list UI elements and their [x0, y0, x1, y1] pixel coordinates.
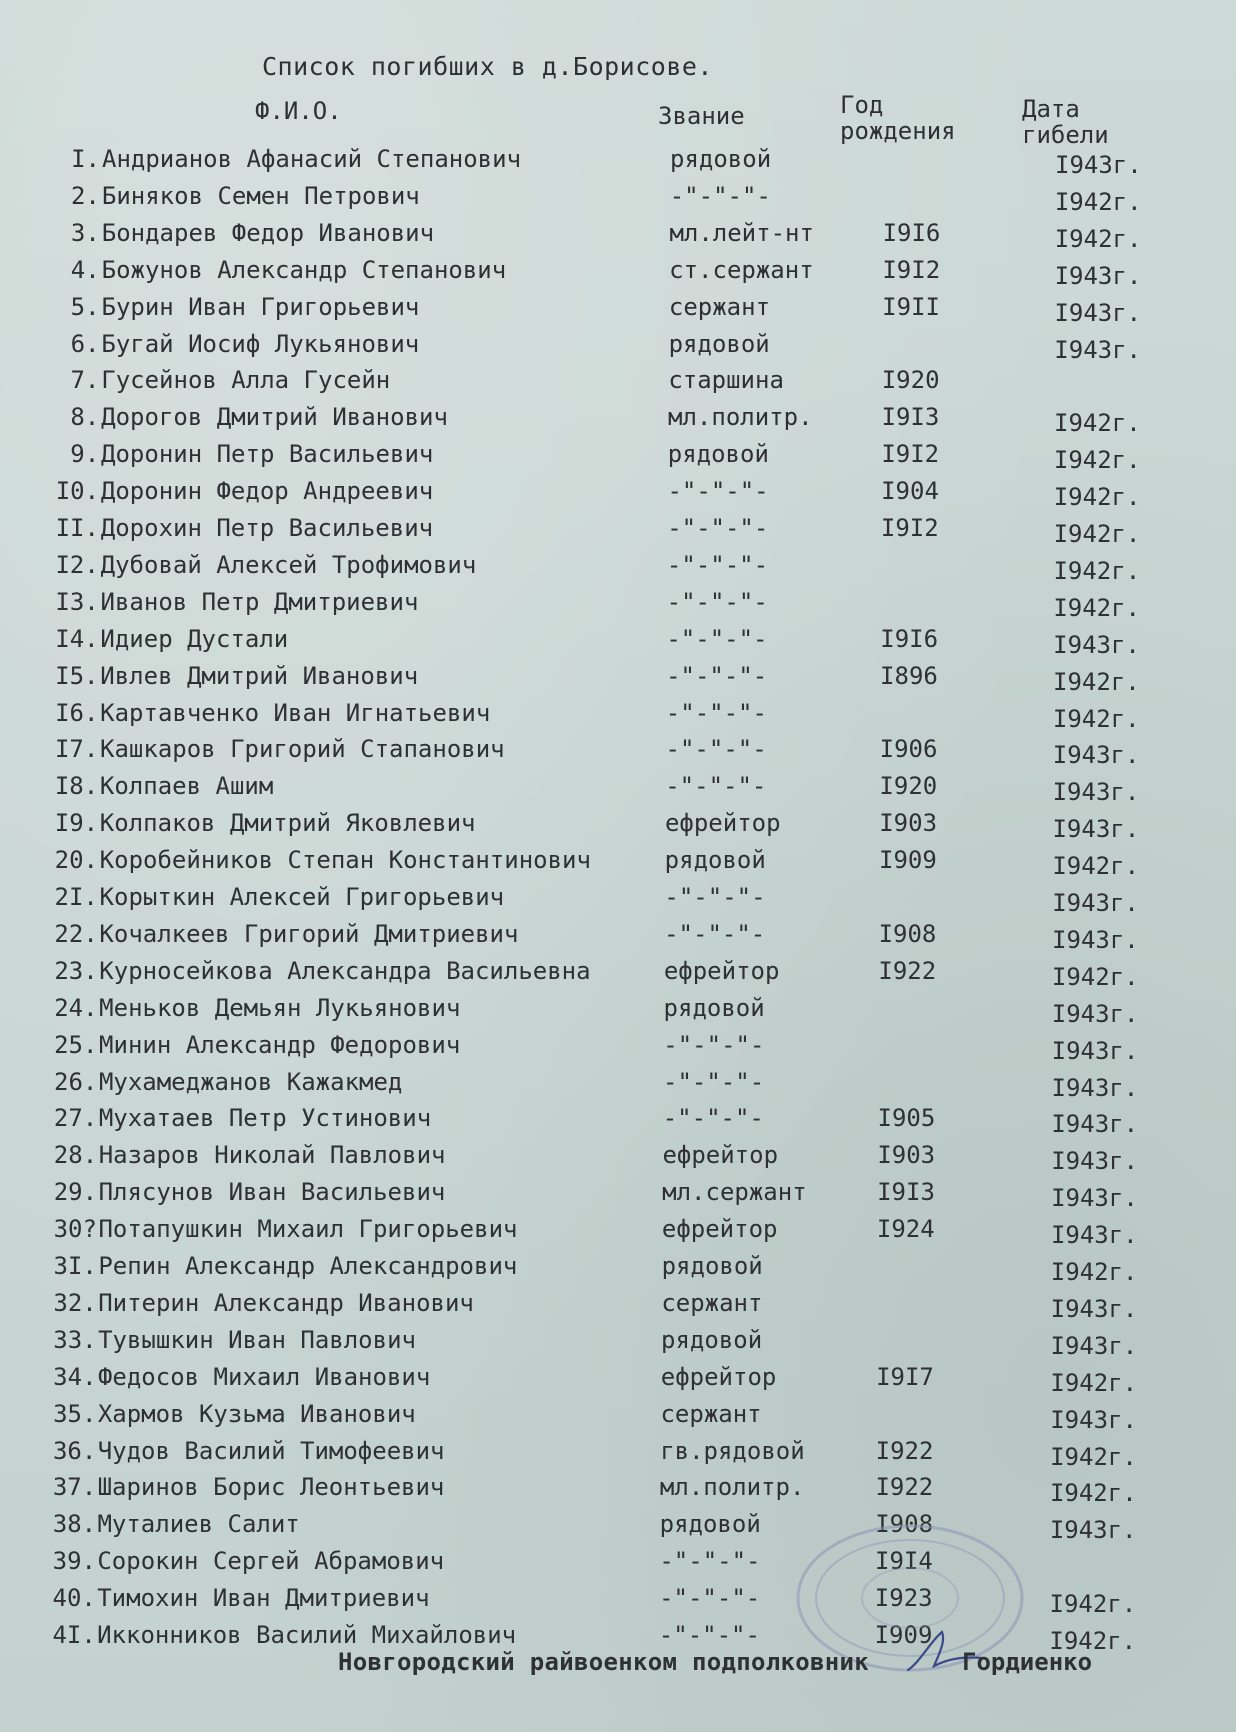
- table-row: [0, 1326, 1236, 1362]
- row-death-date: I942г.: [1050, 1368, 1138, 1397]
- table-row: [0, 440, 1236, 476]
- row-birth-year: I923: [874, 1584, 933, 1613]
- row-number: 2.: [70, 181, 100, 210]
- table-row: [0, 994, 1236, 1030]
- row-rank: -"-"-"-: [663, 1030, 765, 1059]
- row-name: Бугай Иосиф Лукьянович: [101, 329, 420, 358]
- table-row: [0, 1400, 1236, 1436]
- row-name: Плясунов Иван Васильевич: [98, 1178, 446, 1207]
- row-number: I8.: [54, 772, 99, 801]
- row-rank: сержант: [660, 1399, 762, 1428]
- row-name: Меньков Демьян Лукьянович: [99, 993, 461, 1022]
- row-number: 37.: [52, 1473, 97, 1502]
- row-rank: -"-"-"-: [658, 1621, 760, 1649]
- row-birth-year: I9I6: [880, 624, 939, 653]
- row-name: Корыткин Алексей Григорьевич: [99, 883, 505, 911]
- row-death-date: I943г.: [1051, 1110, 1139, 1139]
- row-rank: -"-"-"-: [662, 1104, 764, 1133]
- row-name: Минин Александр Федорович: [99, 1030, 461, 1059]
- row-number: I.: [71, 145, 100, 173]
- row-name: Дорогов Дмитрий Иванович: [101, 403, 448, 432]
- row-name: Бурин Иван Григорьевич: [101, 292, 420, 321]
- row-name: Муталиев Салит: [97, 1510, 300, 1539]
- row-birth-year: I903: [877, 1141, 936, 1170]
- table-row: [0, 293, 1236, 329]
- row-rank: -"-"-"-: [664, 883, 766, 911]
- row-rank: ст.сержант: [669, 255, 814, 284]
- row-number: 40.: [52, 1584, 96, 1613]
- row-birth-year: I9I3: [881, 403, 940, 432]
- row-number: I6.: [55, 698, 99, 727]
- row-name: Кочалкеев Григорий Дмитриевич: [99, 919, 519, 948]
- row-death-date: I942г.: [1050, 1258, 1138, 1286]
- row-death-date: I942г.: [1049, 1590, 1137, 1619]
- row-rank: рядовой: [668, 329, 770, 358]
- row-rank: ефрейтор: [660, 1362, 777, 1391]
- row-rank: ефрейтор: [663, 956, 780, 985]
- row-rank: ефрейтор: [661, 1215, 778, 1244]
- row-death-date: I943г.: [1051, 1147, 1138, 1176]
- row-name: Тимохин Иван Дмитриевич: [97, 1584, 430, 1613]
- table-row: [0, 551, 1236, 587]
- row-death-date: I943г.: [1052, 889, 1139, 917]
- row-death-date: I942г.: [1054, 409, 1141, 438]
- row-rank: -"-"-"-: [665, 698, 767, 727]
- row-birth-year: I908: [878, 919, 937, 948]
- row-number: 38.: [52, 1510, 97, 1539]
- row-name: Дубовай Алексей Трофимович: [100, 550, 477, 579]
- row-death-date: I943г.: [1054, 335, 1141, 364]
- row-death-date: I943г.: [1050, 1405, 1137, 1434]
- row-birth-year: I9I3: [877, 1178, 935, 1207]
- row-death-date: I943г.: [1051, 999, 1139, 1028]
- row-rank: мл.лейт-нт: [669, 218, 814, 247]
- row-number: 36.: [52, 1436, 97, 1465]
- row-name: Божунов Александр Степанович: [101, 255, 507, 284]
- row-birth-year: I909: [874, 1621, 933, 1649]
- table-row: [0, 699, 1236, 735]
- table-row: [0, 1363, 1236, 1399]
- row-name: Доронин Федор Андреевич: [100, 477, 434, 506]
- row-name: Хармов Кузьма Иванович: [97, 1399, 416, 1428]
- table-row: [0, 735, 1236, 771]
- row-number: 27.: [53, 1104, 98, 1133]
- row-death-date: I942г.: [1049, 1479, 1137, 1508]
- row-name: Кашкаров Григорий Стапанович: [100, 735, 505, 764]
- footer-signatory-name: Гордиенко: [962, 1648, 1093, 1676]
- table-row: [0, 1178, 1236, 1214]
- row-name: Репин Александр Александрович: [98, 1252, 518, 1280]
- row-number: 29.: [53, 1178, 98, 1207]
- row-number: I4.: [55, 624, 99, 653]
- row-rank: -"-"-"-: [663, 1067, 765, 1096]
- table-row: [0, 1252, 1236, 1288]
- row-name: Потапушкин Михаил Григорьевич: [98, 1215, 518, 1244]
- row-rank: рядовой: [664, 846, 766, 875]
- row-death-date: I942г.: [1050, 1442, 1137, 1471]
- row-name: Питерин Александр Иванович: [98, 1288, 474, 1317]
- row-death-date: I943г.: [1050, 1294, 1138, 1323]
- row-rank: рядовой: [661, 1252, 763, 1280]
- row-death-date: I943г.: [1052, 741, 1140, 770]
- row-death-date: I943г.: [1051, 1036, 1139, 1065]
- row-rank: -"-"-"-: [666, 587, 768, 616]
- row-rank: рядовой: [663, 993, 765, 1022]
- row-death-date: I942г.: [1052, 704, 1140, 733]
- row-rank: ефрейтор: [662, 1141, 779, 1170]
- row-birth-year: I9II: [882, 292, 940, 321]
- table-row: [0, 883, 1236, 919]
- row-death-date: I942г.: [1053, 556, 1141, 585]
- row-name: Дорохин Петр Васильевич: [100, 514, 434, 542]
- row-number: 9.: [70, 440, 100, 469]
- row-number: 20.: [54, 846, 98, 875]
- row-rank: рядовой: [670, 145, 772, 173]
- row-birth-year: I920: [879, 772, 938, 801]
- table-row: [0, 1141, 1236, 1177]
- row-number: I2.: [55, 550, 99, 579]
- row-number: 33.: [53, 1325, 97, 1354]
- row-rank: рядовой: [661, 1325, 763, 1354]
- row-death-date: I942г.: [1052, 852, 1140, 881]
- table-row: [0, 1510, 1236, 1546]
- table-row: [0, 182, 1236, 218]
- row-number: 4.: [70, 255, 100, 284]
- row-number: 7.: [70, 366, 100, 395]
- row-death-date: I943г.: [1051, 1073, 1139, 1102]
- table-row: [0, 588, 1236, 624]
- row-death-date: I943г.: [1051, 1184, 1138, 1213]
- row-birth-year: I896: [880, 661, 938, 690]
- row-rank: старшина: [668, 366, 784, 395]
- row-rank: -"-"-"-: [666, 550, 769, 579]
- row-number: I9.: [54, 809, 99, 838]
- row-death-date: I942г.: [1054, 187, 1142, 216]
- row-rank: -"-"-"-: [666, 624, 768, 653]
- column-header-death-date: Дата гибели: [1022, 95, 1109, 149]
- table-row: [0, 403, 1236, 439]
- row-name: Биняков Семен Петрович: [101, 181, 420, 210]
- row-rank: -"-"-"-: [664, 919, 766, 948]
- row-death-date: I942г.: [1051, 962, 1139, 991]
- row-number: 2I.: [54, 883, 98, 911]
- row-death-date: I942г.: [1049, 1627, 1137, 1655]
- table-row: [0, 145, 1236, 181]
- row-death-date: I943г.: [1050, 1221, 1138, 1250]
- row-number: II.: [55, 514, 99, 542]
- row-death-date: I943г.: [1052, 815, 1140, 844]
- document-title: Список погибших в д.Борисове.: [262, 52, 713, 81]
- row-name: Андрианов Афанасий Степанович: [102, 145, 522, 173]
- row-number: 34.: [53, 1362, 97, 1391]
- row-rank: -"-"-"-: [666, 661, 768, 690]
- row-rank: -"-"-"-: [669, 181, 771, 210]
- row-rank: рядовой: [659, 1510, 761, 1539]
- table-row: [0, 1547, 1236, 1583]
- table-row: [0, 1068, 1236, 1104]
- column-header-rank: Звание: [658, 102, 745, 130]
- row-birth-year: I9I4: [875, 1547, 933, 1576]
- row-name: Мухатаев Петр Устинович: [98, 1104, 432, 1133]
- row-rank: гв.рядовой: [660, 1436, 805, 1465]
- row-birth-year: I924: [876, 1215, 935, 1244]
- row-rank: -"-"-"-: [659, 1584, 761, 1613]
- row-number: I5.: [55, 661, 99, 690]
- row-number: 5.: [70, 292, 100, 321]
- row-death-date: I943г.: [1052, 925, 1139, 954]
- row-rank: сержант: [661, 1288, 763, 1317]
- row-birth-year: I922: [878, 956, 937, 985]
- row-name: Тувышкин Иван Павлович: [98, 1325, 416, 1354]
- table-row: [0, 662, 1236, 698]
- row-name: Идиер Дустали: [100, 624, 289, 653]
- row-death-date: I943г.: [1052, 778, 1140, 807]
- table-row: [0, 1473, 1236, 1509]
- table-row: [0, 625, 1236, 661]
- row-number: 39.: [52, 1547, 96, 1576]
- table-row: [0, 809, 1236, 845]
- table-row: [0, 366, 1236, 402]
- row-number: 3.: [70, 218, 100, 247]
- table-row: [0, 330, 1236, 366]
- table-row: [0, 477, 1236, 513]
- row-birth-year: I905: [877, 1104, 936, 1133]
- row-rank: -"-"-"-: [665, 772, 767, 801]
- row-death-date: I942г.: [1054, 224, 1142, 253]
- table-row: [0, 1584, 1236, 1620]
- row-birth-year: I9I2: [880, 514, 939, 542]
- row-name: Иванов Петр Дмитриевич: [100, 587, 419, 616]
- table-row: [0, 514, 1236, 550]
- row-number: I3.: [55, 587, 99, 616]
- row-rank: мл.сержант: [662, 1178, 807, 1207]
- row-death-date: I943г.: [1049, 1516, 1137, 1545]
- row-birth-year: I908: [875, 1510, 934, 1539]
- row-death-date: I943г.: [1054, 298, 1142, 327]
- row-number: 4I.: [52, 1621, 96, 1649]
- table-row: [0, 1289, 1236, 1325]
- table-row: [0, 1104, 1236, 1140]
- row-name: Колпаев Ашим: [99, 772, 274, 801]
- row-name: Коробейников Степан Константинович: [99, 846, 591, 875]
- row-name: Доронин Петр Васильевич: [101, 440, 434, 469]
- row-death-date: I942г.: [1053, 593, 1141, 622]
- column-header-birth-year: Год рождения: [840, 91, 956, 145]
- row-name: Мухамеджанов Кажакмед: [98, 1067, 403, 1096]
- row-name: Картавченко Иван Игнатьевич: [100, 698, 491, 727]
- row-number: 26.: [54, 1067, 98, 1096]
- row-name: Федосов Михаил Иванович: [97, 1362, 431, 1391]
- table-row: [0, 772, 1236, 808]
- row-birth-year: I922: [875, 1436, 934, 1465]
- row-death-date: I943г.: [1050, 1331, 1138, 1360]
- row-birth-year: I9I6: [882, 218, 941, 247]
- row-number: 6.: [70, 329, 100, 358]
- row-number: 32.: [53, 1288, 97, 1317]
- row-birth-year: I909: [879, 846, 937, 875]
- row-number: 23.: [54, 956, 98, 985]
- table-row: [0, 1031, 1236, 1067]
- row-birth-year: I920: [881, 366, 940, 395]
- row-death-date: I943г.: [1055, 151, 1142, 179]
- column-header-fio: Ф.И.О.: [255, 97, 342, 125]
- footer-signatory-title: Новгородский райвоенком подполковник: [338, 1648, 869, 1676]
- row-name: Ивлев Дмитрий Иванович: [100, 661, 419, 690]
- row-rank: -"-"-"-: [659, 1547, 761, 1576]
- row-death-date: I943г.: [1053, 630, 1140, 659]
- row-number: 35.: [53, 1399, 97, 1428]
- row-name: Бондарев Федор Иванович: [101, 218, 435, 247]
- row-rank: ефрейтор: [664, 809, 781, 838]
- table-row: [0, 1437, 1236, 1473]
- row-number: 22.: [54, 919, 98, 948]
- row-death-date: I942г.: [1053, 483, 1141, 512]
- row-number: 3I.: [53, 1252, 97, 1280]
- row-name: Шаринов Борис Леонтьевич: [97, 1473, 445, 1502]
- row-rank: -"-"-"-: [667, 514, 769, 542]
- row-name: Сорокин Сергей Абрамович: [97, 1547, 445, 1576]
- row-name: Гусейнов Алла Гусейн: [101, 366, 391, 395]
- row-birth-year: I906: [879, 735, 938, 764]
- row-name: Колпаков Дмитрий Яковлевич: [99, 809, 476, 838]
- table-row: [0, 1215, 1236, 1251]
- row-death-date: I942г.: [1053, 446, 1141, 475]
- table-row: [0, 846, 1236, 882]
- row-rank: мл.политр.: [659, 1473, 805, 1502]
- row-name: Икконников Василий Михайлович: [97, 1621, 517, 1649]
- row-rank: рядовой: [667, 440, 769, 469]
- row-number: 30?: [53, 1215, 97, 1244]
- row-death-date: I943г.: [1054, 261, 1142, 290]
- row-name: Курносейкова Александра Васильевна: [99, 956, 591, 985]
- table-row: [0, 920, 1236, 956]
- row-name: Назаров Николай Павлович: [98, 1141, 446, 1170]
- row-birth-year: I922: [875, 1473, 934, 1502]
- row-number: 24.: [54, 993, 98, 1022]
- row-death-date: I942г.: [1053, 520, 1141, 548]
- row-birth-year: I904: [881, 477, 939, 506]
- row-number: I0.: [55, 477, 100, 506]
- row-rank: -"-"-"-: [665, 735, 767, 764]
- row-birth-year: I9I7: [876, 1362, 934, 1391]
- row-birth-year: I9I2: [881, 440, 940, 469]
- row-rank: мл.политр.: [668, 403, 813, 432]
- row-number: 28.: [53, 1141, 98, 1170]
- row-birth-year: I903: [879, 809, 938, 838]
- row-rank: сержант: [668, 292, 771, 321]
- row-rank: -"-"-"-: [667, 477, 769, 506]
- table-row: [0, 957, 1236, 993]
- table-row: [0, 219, 1236, 255]
- row-number: 8.: [70, 403, 100, 432]
- row-number: I7.: [54, 735, 99, 764]
- row-birth-year: I9I2: [882, 255, 941, 284]
- row-number: 25.: [54, 1030, 98, 1059]
- row-name: Чудов Василий Тимофеевич: [97, 1436, 445, 1465]
- table-row: [0, 256, 1236, 292]
- row-death-date: I942г.: [1053, 667, 1140, 696]
